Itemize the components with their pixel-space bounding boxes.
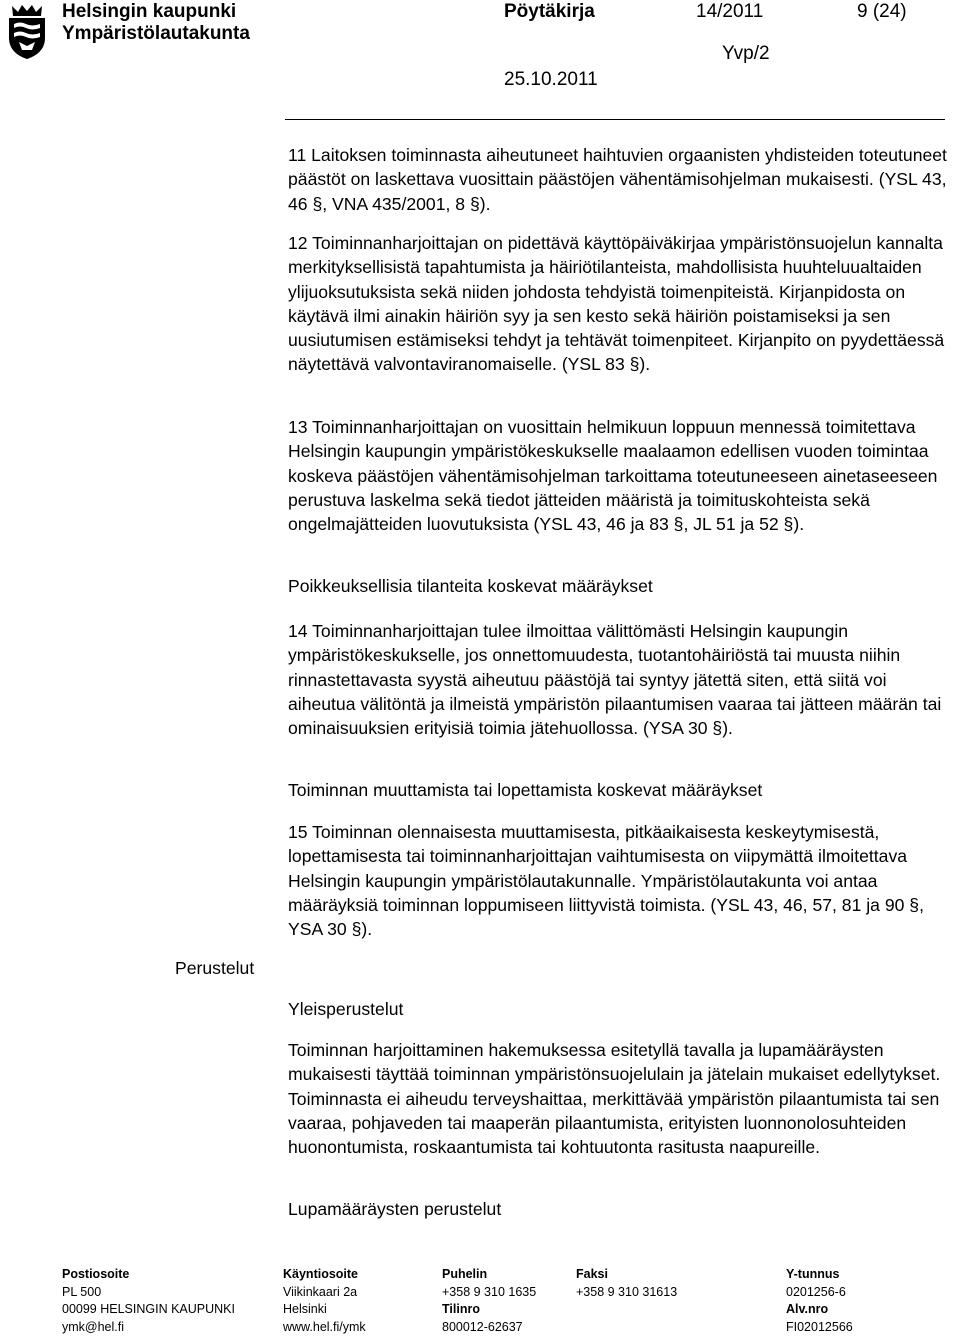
doc-type: Pöytäkirja [504, 1, 595, 22]
footer-business-id: Y-tunnus 0201256-6 Alv.nro FI02012566 [786, 1267, 853, 1334]
paragraph-14: 14 Toiminnanharjoittajan tulee ilmoittaa välittömästi Helsingin kaupungin ympäristökeskukselle, jos onnettomuudesta, tuotantohäiriöstä tai muusta niihin rinnastettavasta syystä aiheutuu päästöjä tai syntyy jätettä siten, että siitä voi aiheutua välitöntä ja ilmeistä ympäristön pilaantumisen vaaraa tai jätteen määrän tai ominaisuuksien erityisiä toimia jätehuollossa. (YSA 30 §). [288, 621, 942, 739]
footer-fax: Faksi +358 9 310 31613 [576, 1267, 678, 1299]
footer-postal: Postiosoite PL 500 00099 HELSINGIN KAUPUNKI ymk@hel.fi [62, 1267, 235, 1334]
header-divider [285, 119, 945, 120]
heading-general-justification: Yleisperustelut [288, 999, 404, 1019]
doc-number: 14/2011 [696, 1, 764, 22]
org-name: Helsingin kaupunki [62, 1, 237, 22]
paragraph-11: 11 Laitoksen toiminnasta aiheutuneet haihtuvien orgaanisten yhdisteiden toteutuneet päästöt on laskettava vuosittain päästöjen vähentämisohjelman mukaisesti. (YSL 43, 46 §, VNA 435/2001, 8 §). [288, 145, 947, 214]
paragraph-15: 15 Toiminnan olennaisesta muuttamisesta, pitkäaikaisesta keskeytymisestä, lopettamisesta tai toiminnanharjoittajan vaihtumisesta on viipymättä ilmoitettava Helsingin kaupungin ympäristölautakunnalle. Ympäristölautakunta voi antaa määräyksiä toiminnan loppumiseen liittyvistä toimista. (YSL 43, 46, 57, 81 ja 90 §, YSA 30 §). [288, 822, 924, 940]
paragraph-12: 12 Toiminnanharjoittajan on pidettävä käyttöpäiväkirjaa ympäristönsuojelun kannalta merkityksellisistä tapahtumista ja häiriötilanteista, mahdollisista huuhteluualtaiden ylijuoksutuksista sekä niiden johdosta tehdyistä toimenpiteistä. Kirjanpidosta on käytävä ilmi ainakin häiriön syy ja sen kesto sekä häiriön poistamiseksi ja sen uusiutumisen estämiseksi tehdyt ja tehtävät toimenpiteet. Kirjanpito on pyydettäessä näytettävä valvontaviranomaiselle. (YSL 83 §). [288, 233, 945, 375]
footer-visiting: Käyntiosoite Viikinkaari 2a Helsinki www.hel.fi/ymk [283, 1267, 366, 1334]
doc-date: 25.10.2011 [504, 69, 598, 90]
page-number: 9 (24) [857, 1, 907, 22]
paragraph-13: 13 Toiminnanharjoittajan on vuosittain helmikuun loppuun mennessä toimitettava Helsingin kaupungin ympäristökeskukselle maalaamon edellisen vuoden toimintaa koskeva päästöjen vähentämisohjelman tarkoittama toteutuneeseen ainetaseeseen perustuva laskelma sekä tiedot jätteiden määristä ja toimituskohteista sekä ongelmajätteiden luovutuksista (YSL 43, 46 ja 83 §, JL 51 ja 52 §). [288, 417, 938, 535]
heading-exceptional-situations: Poikkeuksellisia tilanteita koskevat määräykset [288, 576, 653, 596]
heading-change-termination: Toiminnan muuttamista tai lopettamista koskevat määräykset [288, 780, 763, 800]
footer-phone: Puhelin +358 9 310 1635 Tilinro 800012-62637 [442, 1267, 537, 1334]
helsinki-crest-icon [4, 2, 50, 60]
heading-permit-justification: Lupamääräysten perustelut [288, 1199, 502, 1219]
section-code: Yvp/2 [722, 43, 770, 64]
paragraph-general-justification: Toiminnan harjoittaminen hakemuksessa esitetyllä tavalla ja lupamääräysten mukaisesti täyttää toiminnan ympäristönsuojelulain ja jätelain mukaiset edellytykset. Toiminnasta ei aiheudu terveyshaittaa, merkittävää ympäristön pilaantumista tai sen vaaraa, pohjaveden tai maaperän pilaantumista, erityisten luonnonolosuhteiden huonontumista, roskaantumista tai kohtuutonta rasitusta naapureille. [288, 1040, 941, 1158]
side-label-perustelut: Perustelut [175, 958, 255, 978]
committee-name: Ympäristölautakunta [62, 23, 250, 44]
